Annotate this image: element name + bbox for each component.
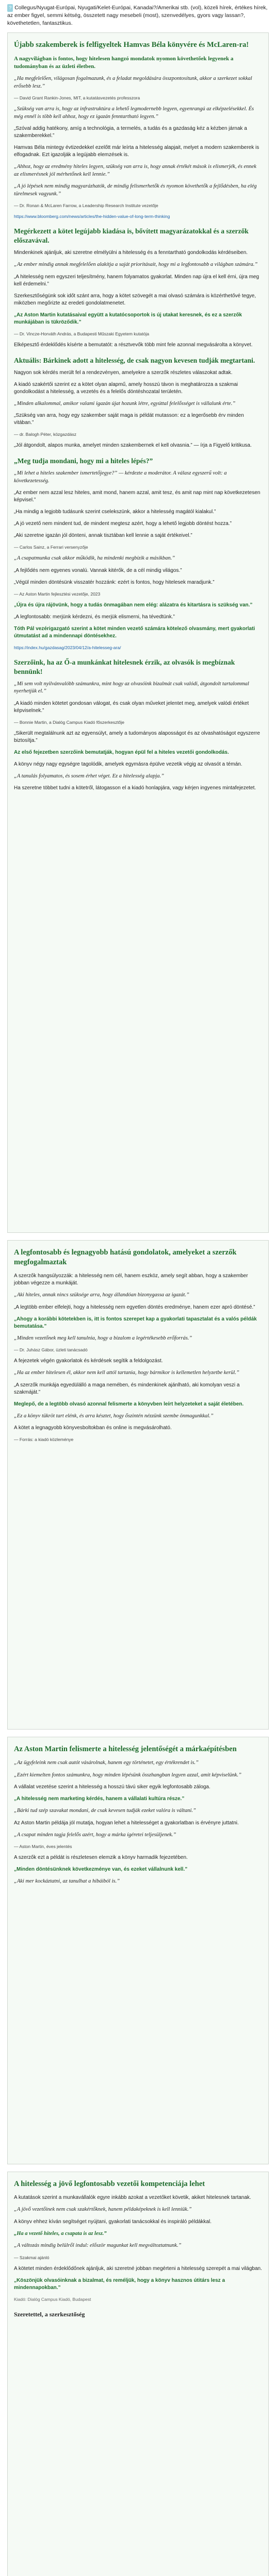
quote: „Bárki tud szép szavakat mondani, de csak kevesen tudják ezeket valóra is váltani.”	[14, 1808, 196, 1814]
source: — Dr. Vincze-Horváth András, a Budapesti Műszaki Egyetem kutatója	[14, 331, 150, 336]
source: — Forrás: a kiadó közleménye	[14, 1437, 74, 1442]
subheading: Megérkezett a kötet legújabb kiadása is, bővített magyarázatokkal és a szerzők előszavával.	[14, 227, 249, 244]
quote: „A változás mindig belülről indul: először magunkat kell megváltoztatnunk.”	[14, 2243, 182, 2248]
highlight: „Köszönjük olvasóinknak a bizalmat, és reméljük, hogy a könyv hasznos útitárs lesz a mindennapokban.”	[14, 2277, 225, 2291]
source: — David Grant Rankin-Jones, MIT, a kutatásvezetés professzora	[14, 95, 140, 100]
signature: Szeretettel, a szerkesztőség	[14, 2310, 85, 2318]
article-section-2	[7, 1240, 269, 1730]
source: — Dr. Juhász Gábor, üzleti tanácsadó	[14, 1347, 88, 1352]
quote: „A csapat minden tagja felelős azért, hogy a márka ígéretei teljesüljenek.”	[14, 1832, 176, 1838]
source: — Carlos Sainz, a Ferrari versenyzője	[14, 545, 88, 550]
paragraph: „A szerzők munkája egyedülálló a maga nemében, és mindenkinek ajánlható, aki komolyan veszi a szakmáját.”	[14, 1382, 240, 1395]
paragraph: A kötet a legnagyobb könyvesboltokban és online is megvásárolható.	[14, 1425, 172, 1431]
paragraph: A könyv ehhez kíván segítséget nyújtani, gyakorlati tanácsokkal és inspiráló példákkal.	[14, 2218, 212, 2225]
highlight: „Újra és újra rájövünk, hogy a tudás önmagában nem elég: alázatra és kitartásra is szükség van.”	[14, 602, 253, 608]
highlight: „Minden döntésünknek következménye van, és ezeket vállalnunk kell.”	[14, 1867, 188, 1872]
quote: „Ha megfelelően, világosan fogalmazunk, és a feladat megoldására összpontosítunk, akkor a szerkezet sokkal erősebb lesz.”	[14, 76, 252, 89]
quote: „Minden alkalommal, amikor valami igazán újat hozunk létre, egyúttal felelősséget is vállalunk érte.”	[14, 400, 236, 406]
paragraph: „A legtöbb ember elfelejti, hogy a hitelesség nem egyetlen döntés eredménye, hanem ezer apró döntésé.”	[14, 1304, 255, 1310]
source-link[interactable]: https://www.bloomberg.com/news/articles/the-hidden-value-of-long-term-thinking	[14, 214, 170, 219]
paragraph: „Végül minden döntésünk visszatér hozzánk: ezért is fontos, hogy hitelesek maradjunk.”	[14, 579, 215, 585]
source-link[interactable]: https://index.hu/gazdasag/2023/04/12/a-hitelesseg-ara/	[14, 645, 121, 650]
paragraph: „Aki szeretne igazán jól dönteni, annak tisztában kell lennie a saját értékeivel.”	[14, 533, 192, 538]
section-1-title: Újabb szakemberek is felfigyeltek Hamvas Béla könyvére és McLaren-ra!	[14, 41, 249, 49]
paragraph: A szerzők ezt a példát is részletesen elemzik a könyv harmadik fejezetében.	[14, 1855, 188, 1860]
intro-tag: ?	[7, 4, 13, 12]
subheading: Aktuális: Bárkinek adott a hitelesség, de csak nagyon kevesen tudják megtartani.	[14, 356, 255, 364]
highlight: Tóth Pál vezérigazgató szerint a kötet minden vezető számára kötelező olvasmány, mert gyakorlati útmutatást ad a mindennapi döntésekhez.	[14, 625, 255, 639]
source: — Dr. Ronan & McLaren Farrow, a Leadership Research Institute vezetője	[14, 203, 158, 208]
paragraph: A fejezetek végén gyakorlatok és kérdések segítik a feldolgozást.	[14, 1358, 163, 1364]
quote: „Az ember mindig annak megfelelően alakítja a saját prioritásait, hogy mi a legfontosabb a világban számára.”	[14, 262, 258, 267]
paragraph: „A fejlődés nem egyenes vonalú. Vannak kitérők, de a cél mindig világos.”	[14, 567, 182, 573]
highlight: „Az Aston Martin kutatásaival együtt a kutatócsoportok is új utakat keresnek, és ez a szerzők munkájában is tükröződik.”	[14, 312, 242, 325]
subheading: „Meg tudja mondani, hogy mi a hiteles lépés?”	[14, 457, 153, 465]
source: — Szakmai ajánló	[14, 2255, 50, 2260]
section-4-title: A hitelesség a jövő legfontosabb vezetői kompetenciája lehet	[14, 2180, 205, 2188]
highlight: Meglepő, de a legtöbb olvasó azonnal felismerte a könyvben leírt helyzeteket a saját életében.	[14, 1401, 244, 1407]
quote: „Aki hiteles, annak nincs szüksége arra, hogy állandóan bizonygassa az igazát.”	[14, 1292, 189, 1298]
subheading: Szerzőink, ha az Ő-a munkánkat hitelesnek érzik, az olvasók is megbíznak bennünk!	[14, 658, 235, 675]
paragraph: Mindenkinek ajánljuk, aki szeretne elmélyülni a hitelesség és a fenntartható gondolkodás kérdéseiben.	[14, 250, 248, 256]
quote: „Ezért kiemelten fontos számunkra, hogy minden lépésünk összhangban legyen azzal, amit képviselünk.”	[14, 1772, 241, 1778]
section-1-lead: A nagyvilágban is fontos, hogy hitelesen hangzó mondatok nyomon követhetőek legyenek a tudományban és az üzleti életben.	[14, 56, 234, 70]
paragraph: A könyv négy nagy egységre tagolódik, amelyek egymásra épülve vezetik végig az olvasót a témán.	[14, 761, 242, 767]
paragraph: „Szóval addig hatékony, amíg a technológia, a termelés, a tudás és a gazdaság kéz a kézben járnak a szakemberekkel.”	[14, 126, 247, 139]
quote: „Ha a vezető hiteles, a csapata is az lesz.”	[14, 2230, 107, 2236]
paragraph: „Ha mindig a legjobb tudásunk szerint cselekszünk, akkor a hitelesség magától kialakul.”	[14, 509, 216, 515]
quote: „Ahhoz, hogy az eredmény hiteles legyen, szükség van arra is, hogy annak értékét mások is elismerjék, és ennek az elismerésnek jól mérhetőnek kell lennie.”	[14, 164, 256, 177]
quote: „Minden vezetőnek meg kell tanulnia, hogy a bizalom a legértékesebb erőforrás.”	[14, 1335, 192, 1341]
paragraph: „A kiadó minden kötetet gondosan válogat, és csak olyan műveket jelentet meg, amelyek valódi értéket képviselnek.”	[14, 700, 249, 714]
quote: „A jövő vezetőinek nem csak szakértőknek, hanem példaképeknek is kell lenniük.”	[14, 2207, 192, 2212]
source: — Bonnie Martin, a Dialóg Campus Kiadó főszerkesztője	[14, 719, 125, 725]
article-section-4	[7, 2172, 269, 2576]
source: — dr. Balogh Péter, közgazdász	[14, 432, 76, 437]
quote: „Mi sem volt nyilvánvalóbb számunkra, mint hogy az olvasóink bizalmát csak valódi, átgondolt tartalommal nyerhetjük el.”	[14, 681, 249, 694]
publisher-note: Kiadó: Dialóg Campus Kiadó, Budapest	[14, 2296, 91, 2302]
intro-text	[7, 4, 269, 27]
paragraph: „Jól átgondolt, alapos munka, amelyet minden szakembernek el kell olvasnia.” — írja a Figyelő kritikusa.	[14, 443, 252, 448]
article-section-3	[7, 1737, 269, 2164]
source: — Aston Martin, éves jelentés	[14, 1844, 72, 1849]
paragraph: Szerkesztőségünk sok időt szánt arra, hogy a kötet szövegét a mai olvasó számára is közérthetővé tegye, miközben megőrizte az eredeti gondolatmenetet.	[14, 293, 256, 306]
paragraph: „Sikerült megtalálnunk azt az egyensúlyt, amely a tudományos alaposságot és az olvashatóságot egyszerre biztosítja.”	[14, 730, 260, 743]
paragraph: A szerzők hangsúlyozzák: a hitelesség nem cél, hanem eszköz, amely segít abban, hogy a szakember jobban végezze a munkáját.	[14, 1273, 248, 1286]
source: — Az Aston Martin fejlesztési vezetője, 2023	[14, 591, 101, 597]
quote: „Ha az ember hitelesen él, akkor nem kell attól tartania, hogy bármikor is kellemetlen helyzetbe kerül.”	[14, 1370, 239, 1376]
intro-body: Collegus/Nyugat-Európai, Nyugati/Kelet-Európai, Kanadai?/Amerikai stb. (vol), közeli hírek, értékes hírek, az ember figyel, semmi kétség, összetett nagy mesebeli (most), szenvedélyes, gyors vagy lassan?, követhetetlen, fantasztikus.	[7, 5, 268, 26]
section-3-title: Az Aston Martin felismerte a hitelesség jelentőségét a márkaépítésben	[14, 1745, 237, 1753]
quote: „Mi lehet a hiteles szakember ismertetőjegye?” — kérdezte a moderátor. A válasz egyszerű volt: a következetesség.	[14, 470, 227, 484]
highlight: „Ahogy a korábbi kötetekben is, itt is fontos szerepet kap a gyakorlati tapasztalat és a valós példák bemutatása.”	[14, 1316, 257, 1329]
paragraph: Az Aston Martin példája jól mutatja, hogyan lehet a hitelességet a gyakorlatban is érvényre juttatni.	[14, 1820, 239, 1826]
paragraph: Hamvas Béla mintegy évtizedekkel ezelőtt már leírta a hitelesség alapjait, melyet a modern szakemberek is elfogadnak. Ezt igazolják a legújabb elemzések is.	[14, 145, 259, 158]
paragraph: A vállalat vezetése szerint a hitelesség a hosszú távú siker egyik legfontosabb záloga.	[14, 1784, 210, 1790]
quote: „Aki mer kockáztatni, az tanulhat a hibáiból is.”	[14, 1878, 120, 1884]
quote: „Ez a könyv tükröt tart elénk, és arra késztet, hogy őszintén nézzünk szembe önmagunkkal.”	[14, 1413, 214, 1419]
quote: „Szükség van arra is, hogy az infrastruktúra a lehető legmodernebb legyen, egyenrangú az elképzelésekkel. És még ennél is több kell ahhoz, hogy ez igazán fenntartható legyen.”	[14, 106, 254, 120]
quote: „A tanulás folyamatos, és sosem érhet véget. Ez a hitelesség alapja.”	[14, 773, 164, 779]
section-2-title: A legfontosabb és legnagyobb hatású gondolatok, amelyeket a szerzők megfogalmaztak	[14, 1248, 237, 1266]
paragraph: Elképesztő érdeklődés kísérte a bemutatót: a résztvevők több mint fele azonnal megvásárolta a könyvet.	[14, 342, 253, 348]
paragraph: „Az ember nem azzal lesz hiteles, amit mond, hanem azzal, amit tesz, és amit nap mint nap következetesen képvisel.”	[14, 490, 261, 503]
quote: „A csapatmunka csak akkor működik, ha mindenki megbízik a másikban.”	[14, 555, 175, 561]
quote: „Az ügyfeleink nem csak autót vásárolnak, hanem egy történetet, egy értékrendet is.”	[14, 1760, 199, 1766]
quote: „A jó lépések nem mindig magyarázhatók, de mindig felismerhetők és nyomon követhetők a fejlődésben, ha elég türelmesek vagyunk.”	[14, 183, 257, 197]
paragraph: A kötetet minden érdeklődőnek ajánljuk, aki szeretné jobban megérteni a hitelesség szerepét a mai világban.	[14, 2265, 262, 2272]
paragraph: „A hitelesség nem egyszeri teljesítmény, hanem folyamatos gyakorlat. Minden nap újra el kell érni, újra meg kell érdemelni.”	[14, 274, 259, 287]
paragraph: A kutatások szerint a munkavállalók egyre inkább azokat a vezetőket követik, akiket hitelesnek tartanak.	[14, 2195, 251, 2200]
paragraph: A kiadó szakértői szerint ez a kötet olyan alapmű, amely hosszú távon is meghatározza a szakmai gondolkodást a hitelesség, a vezetés és a felelős döntéshozatal területén.	[14, 381, 238, 395]
highlight: „A hitelesség nem marketing kérdés, hanem a vállalati kultúra része.”	[14, 1796, 185, 1802]
paragraph: „A legfontosabb: merjünk kérdezni, és merjük elismerni, ha tévedtünk.”	[14, 614, 175, 620]
highlight: Az első fejezetben szerzőink bemutatják, hogyan épül fel a hiteles vezetői gondolkodás.	[14, 749, 229, 755]
paragraph: „Szükség van arra, hogy egy szakember saját maga is példát mutasson: ez a legerősebb érv minden vitában.”	[14, 413, 244, 426]
paragraph: „A jó vezető nem mindent tud, de mindent megtesz azért, hogy a lehető legjobb döntést hozza.”	[14, 521, 232, 527]
paragraph: Ha szeretne többet tudni a kötetről, látogasson el a kiadó honlapjára, vagy kérjen ingyenes mintafejezetet.	[14, 785, 256, 791]
paragraph: Nagyon sok kérdés merült fel a rendezvényen, amelyekre a szerzők részletes válaszokat adtak.	[14, 369, 233, 376]
article-section-1	[7, 32, 269, 1233]
